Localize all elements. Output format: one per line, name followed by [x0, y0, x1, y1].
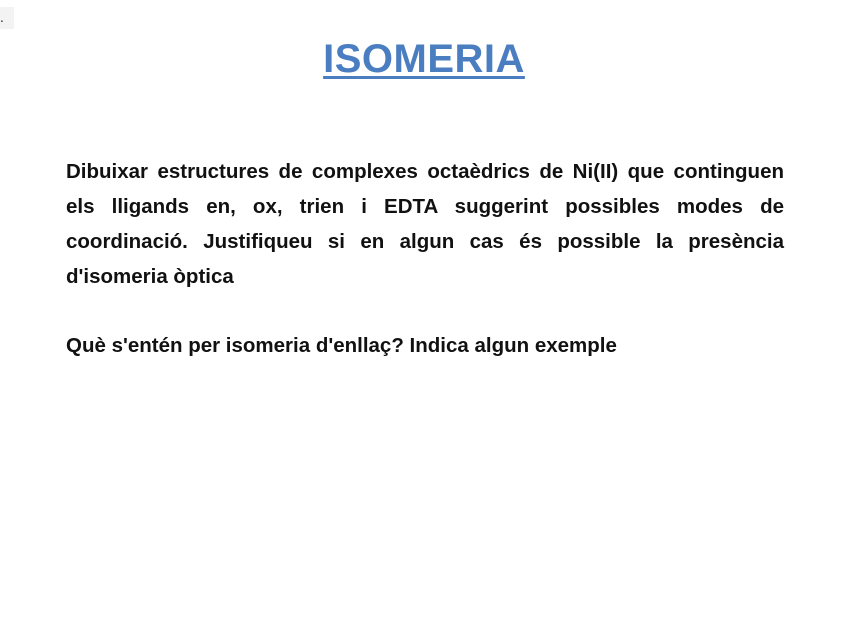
slide-title: ISOMERIA	[323, 36, 525, 81]
question-paragraph: Què s'entén per isomeria d'enllaç? Indica algun exemple	[66, 334, 617, 357]
exercise-paragraph: Dibuixar estructures de complexes octaèdrics de Ni(II) que continguen els lligands en, ox, trien i EDTA suggerint possibles modes de coordinació. Justifiqueu si en algun cas és possible la presència d'isomeria òptica	[66, 160, 784, 288]
slide-body	[66, 154, 784, 363]
corner-mark: .	[0, 7, 14, 29]
